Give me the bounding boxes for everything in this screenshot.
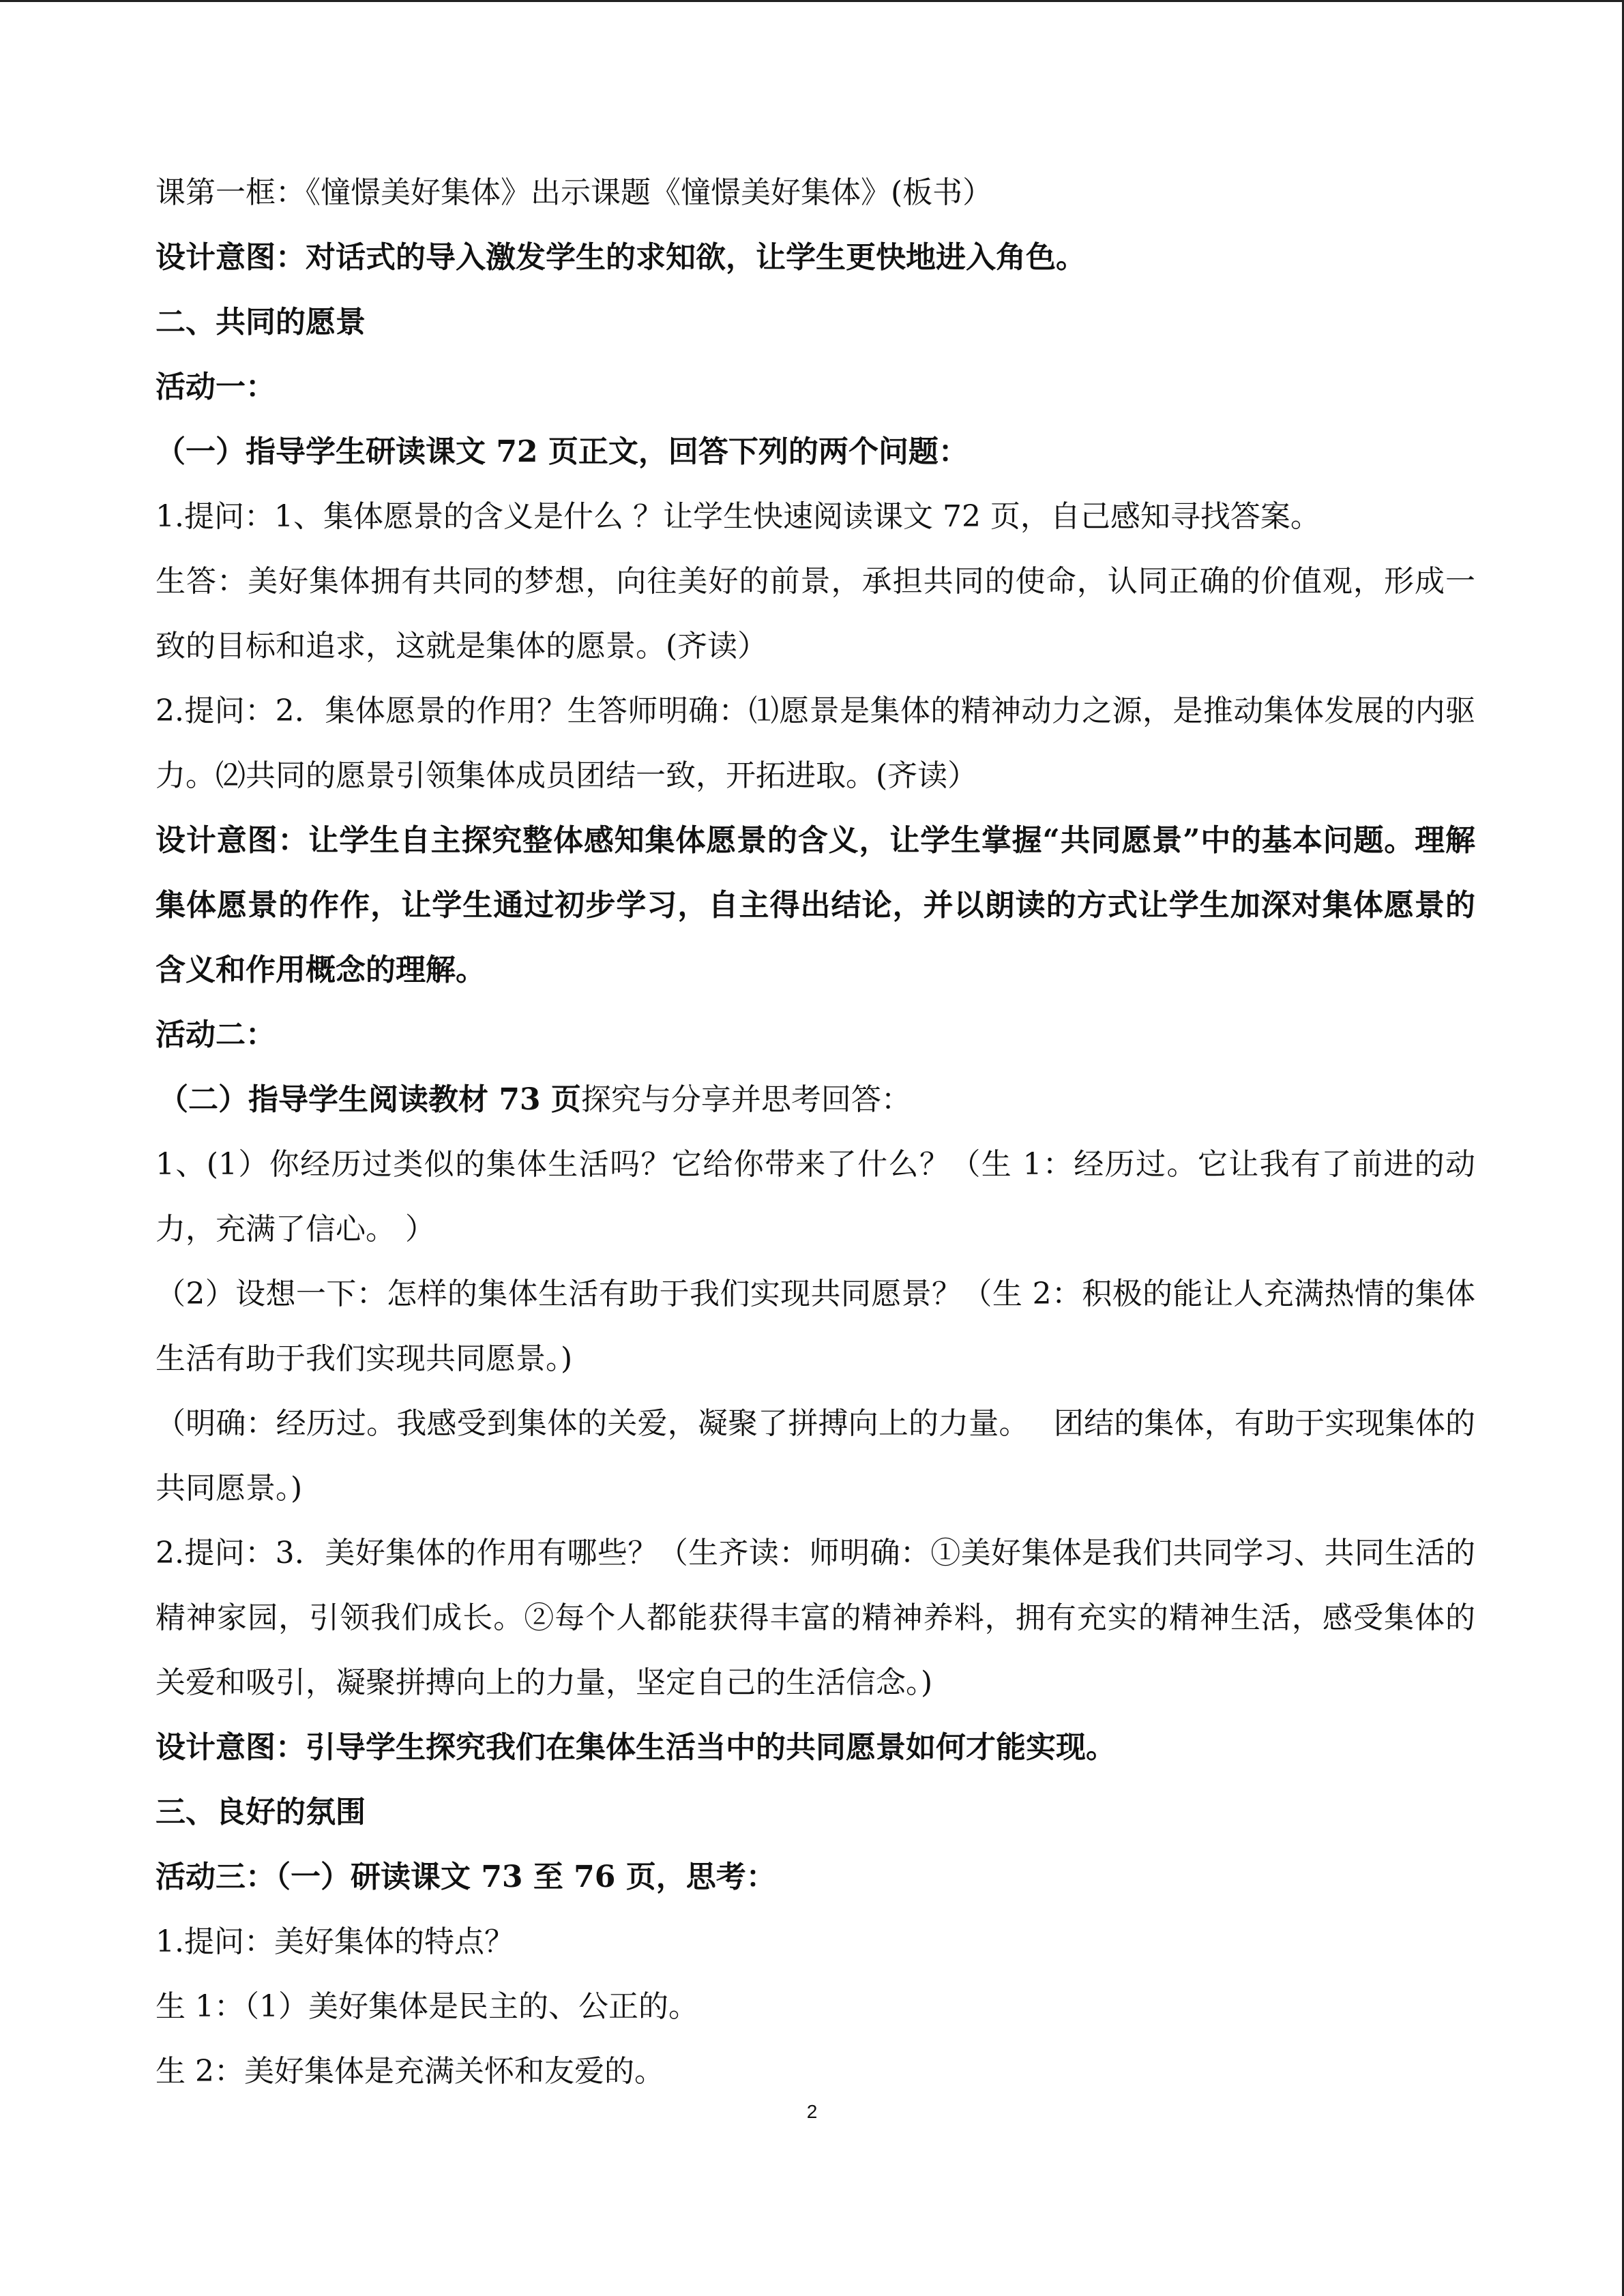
section-heading-good-atmosphere: 三、良好的氛围: [156, 1795, 366, 1830]
activity-2-question-1: 1、(1）你经历过类似的集体生活吗？它给你带来了什么？（生 1：经历过。它让我有了前进的动力，充满了信心。 ）: [156, 1147, 1475, 1247]
activity-2-instruction-bold: （二）指导学生阅读教材 73 页: [158, 1082, 581, 1117]
activity-3-heading: 活动三：（一）研读课文 73 至 76 页，思考：: [156, 1860, 776, 1894]
student-answer-1: 生答：美好集体拥有共同的梦想，向往美好的前景，承担共同的使命，认同正确的价值观，形成一致的目标和追求，这就是集体的愿景。(齐读）: [156, 564, 1475, 664]
activity-2-instruction: [156, 1067, 1475, 1132]
activity-2-question-2: （2）设想一下：怎样的集体生活有助于我们实现共同愿景？（生 2：积极的能让人充满热情的集体生活有助于我们实现共同愿景。): [156, 1277, 1475, 1376]
design-intent-2: 设计意图：让学生自主探究整体感知集体愿景的含义，让学生掌握“共同愿景”中的基本问题。理解集体愿景的作作，让学生通过初步学习，自主得出结论，并以朗读的方式让学生加深对集体愿景的含义和作用概念的理解。: [156, 823, 1475, 987]
student-1-answer: 生 1：（1）美好集体是民主的、公正的。: [156, 1989, 698, 2024]
question-3: 2.提问：3．美好集体的作用有哪些？（生齐读：师明确：①美好集体是我们共同学习、共同生活的精神家园，引领我们成长。②每个人都能获得丰富的精神养料，拥有充实的精神生活，感受集体的关爱和吸引，凝聚拼搏向上的力量，坚定自己的生活信念。): [156, 1536, 1475, 1700]
question-1: 1.提问：1、集体愿景的含义是什么 ？让学生快速阅读课文 72 页，自己感知寻找答案。: [156, 499, 1320, 534]
design-intent-1: 设计意图：对话式的导入激发学生的求知欲，让学生更快地进入角色。: [156, 240, 1086, 275]
section-heading-shared-vision: 二、共同的愿景: [156, 305, 366, 340]
student-2-answer: 生 2：美好集体是充满关怀和友爱的。: [156, 2054, 664, 2089]
design-intent-3: 设计意图：引导学生探究我们在集体生活当中的共同愿景如何才能实现。: [156, 1730, 1116, 1765]
activity-1-heading: 活动一：: [156, 370, 276, 404]
activity-3-question: 1.提问：美好集体的特点？: [156, 1924, 514, 1959]
page-number: 2: [806, 2101, 818, 2122]
activity-2-instruction-rest: 探究与分享并思考回答：: [580, 1082, 911, 1117]
activity-2-heading: 活动二：: [156, 1017, 276, 1052]
lesson-title-line: 课第一框：《憧憬美好集体》出示课题《憧憬美好集体》(板书）: [156, 175, 993, 210]
activity-2-clarification: （明确：经历过。我感受到集体的关爱，凝聚了拼搏向上的力量。 团结的集体，有助于实现集体的共同愿景。): [156, 1406, 1475, 1506]
page-content: [156, 160, 1475, 2104]
activity-1-instruction: （一）指导学生研读课文 72 页正文，回答下列的两个问题：: [156, 434, 969, 469]
question-2: 2.提问：2．集体愿景的作用？生答师明确：⑴愿景是集体的精神动力之源，是推动集体发展的内驱力。⑵共同的愿景引领集体成员团结一致，开拓进取。(齐读）: [156, 694, 1475, 793]
